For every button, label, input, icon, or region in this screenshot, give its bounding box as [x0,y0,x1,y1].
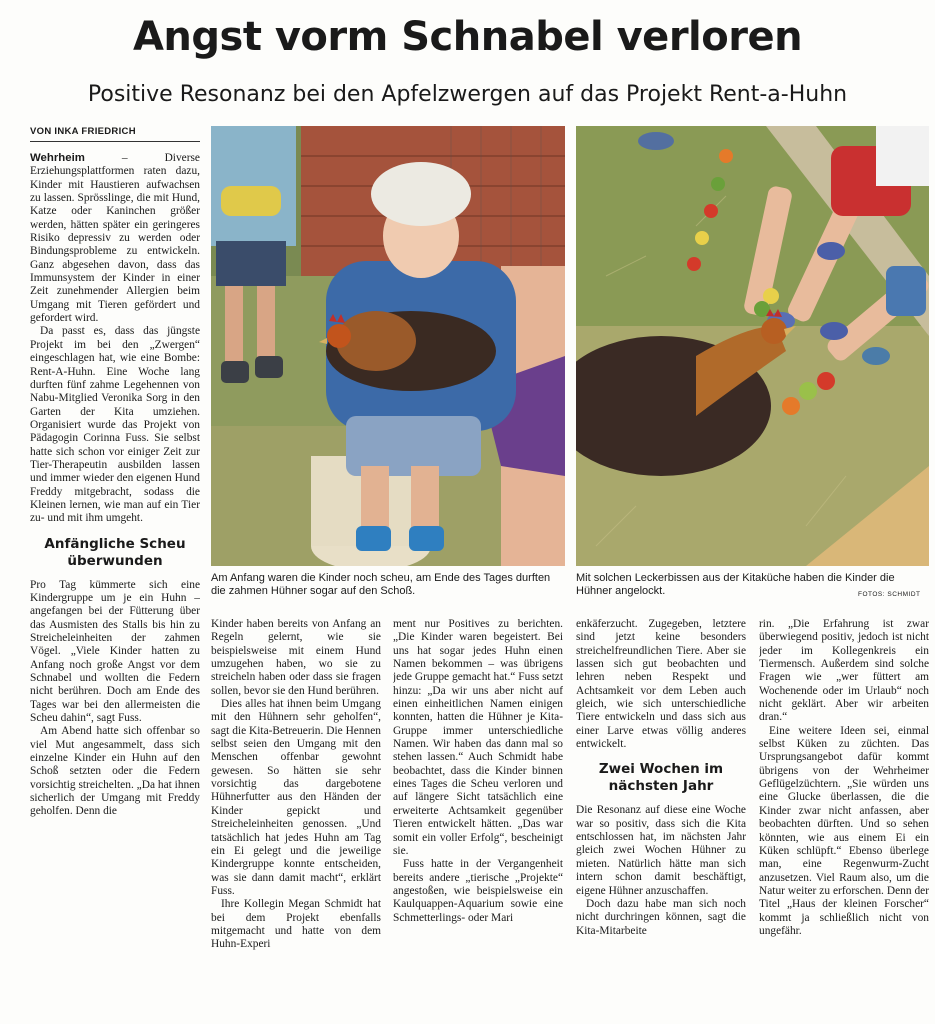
headline: Angst vorm Schnabel verloren [132,14,803,60]
paragraph: Fuss hatte in der Vergangenheit bereits andere „tierische „Projekte“ angestoßen, wie beispielsweise ein Kaulquappen-Aquarium sowie eine Schmetterlings- oder Mari [393,858,563,924]
paragraph: Eine weitere Ideen sei, einmal selbst Küken zu züchten. Das Ursprungsangebot dafür kommt übrigens von der Wehrheimer Geflügelzüchtern. „Sie würden uns eine Glucke überlassen, die die Kinder zwar nicht anfassen, aber beobachten dürften. Und so sehen könnten, wie aus einem Ei ein Küken schlüpft.“ Ebenso überlege man, eine Regenwurm-Zucht anzusetzen. Viel Raum also, um die Natur weiter zu erforschen. Denn der Titel „Haus der kleinen Forscher“ kommt ja schließlich nicht von ungefähr. [759,724,929,937]
photo-child-with-hen-image [211,126,565,566]
paragraph: enkäferzucht. Zugegeben, letztere sind jetzt keine besonders streichelfreundlichen Tiere. Aber sie lassen sich gut beobachten und lehren neben Respekt und Achtsamkeit vor dem Leben auch gleich, wie sich unterschiedliche Tiere entwickeln und dass sich aus einer Larve etwas völlig anderes entwickelt. [576,618,746,751]
paragraph: ment nur Positives zu berichten. „Die Kinder waren begeistert. Bei uns hat sogar jedes Huhn einen Namen bekommen – was übrigens jede Gruppe gemacht hat.“ Fuss setzt hinzu: „Da wir uns aber nicht auf einen einheitlichen Namen einigen konnten, hatten die Hühner je Kita-Gruppe immer unterschiedliche Namen. Wir haben das dann mal so stehen lassen.“ Auch Schmidt habe beobachtet, dass die Kinder binnen eines Tages die Scheu verloren und auf längere Sicht tatsächlich eine erweiterte Achtsamkeit gegenüber Tieren entwickelt hätten. „Das war somit ein voller Erfolg“, bescheinigt sie. [393,618,563,857]
photo-caption: Am Anfang waren die Kinder noch scheu, am Ende des Tages durften die zahmen Hühner sogar auf den Schoß. [211,572,551,597]
paragraph: Pro Tag kümmerte sich eine Kindergruppe um je ein Huhn – angefangen bei der Fütterung über das Ausmisten des Stalls bis hin zu Streicheleinheiten der zahmen Vögel. „Viele Kinder hatten zu Anfang noch große Angst vor dem Schnabel und wollten die Federn nicht berühren. Doch am Ende des Tages war bei den allermeisten die Scheu dahin“, sagt Fuss. [30,578,200,725]
subheadline: Positive Resonanz bei den Apfelzwergen auf das Projekt Rent-a-Huhn [87,82,848,107]
text-column-1 [30,152,200,1022]
paragraph: Am Abend hatte sich offenbar so viel Mut angesammelt, dass sich einzelne Kinder ein Huhn auf den Schoß setzten oder die Federn vorsichtig streichelten. „Da hat ihnen sicherlich der Umgang mit Freddy geholfen. Denn die [30,725,200,818]
photo-caption: Mit solchen Leckerbissen aus der Kitaküche haben die Kinder die Hühner angelockt. [576,572,895,597]
text-column-3 [393,618,563,1022]
paragraph-text: – Diverse Erziehungsplattformen raten dazu, Kinder mit Haustieren aufwachsen zu lassen. Sprösslinge, die mit Hund, Katze oder Kaninchen größer werden, hätten später ein geringeres Risiko depressiv zu werden oder Bindungsprobleme zu entwickeln. Ganz abgesehen davon, dass das Immunsystem der Kinder in einer Zeit zunehmender Allergien beim Umgang mit Tieren gefördert und gefordert wird. [30,152,200,325]
paragraph [30,152,200,325]
photo-credit: FOTOS: SCHMIDT [858,591,921,598]
byline: VON INKA FRIEDRICH [30,126,200,142]
photo-hen-with-vegetable-skewers [576,126,929,566]
photo-hen-with-vegetable-skewers-image [576,126,929,566]
paragraph: rin. „Die Erfahrung ist zwar überwiegend positiv, jedoch ist nicht jeder im Kollegenkreis ein Tiermensch. Außerdem sind solche Fragen wie „wer füttert am Wochenende oder im Urlaub“ noch nicht geklärt. Aber wir arbeiten dran.“ [759,618,929,724]
paragraph: Doch dazu habe man sich noch nicht durchringen können, sagt die Kita-Mitarbeite [576,897,746,937]
paragraph: Die Resonanz auf diese eine Woche war so positiv, dass sich die Kita entschlossen hat, im nächsten Jahr gleich zwei Wochen Hühner zu mieten. Natürlich hätte man sich intern schon damit beschäftigt, eigene Hühner anzuschaffen. [576,804,746,897]
photo-child-with-hen [211,126,565,566]
paragraph: Kinder haben bereits von Anfang an Regeln gelernt, wie sie beispielsweise mit einem Hund umzugehen haben, wo sie zu streicheln haben oder dass sie fragen sollen, bevor sie den Hund berühren. [211,618,381,697]
text-column-5 [759,618,929,1022]
paragraph: Da passt es, dass das jüngste Projekt im bei den „Zwergen“ eingeschlagen hat, wie eine Bombe: Rent-A-Huhn. Eine Woche lang durften fünf zahme Legehennen von Nabu-Mitglied Veronika Sorg in den Garten der Kita umziehen. Organisiert wurde das Projekt von Pädagogin Corinna Fuss. Sie selbst hatte sich schon vor einiger Zeit zur Tier-Therapeutin ausbilden lassen und immer wieder den eigenen Hund Freddy mitgebracht, sodass die Kleinen lernen, wie man auf ein Tier zu- und mit ihm umgeht. [30,325,200,525]
section-heading: Zwei Wochen im nächsten Jahr [598,761,724,795]
text-column-4 [576,618,746,1022]
dateline: Wehrheim [30,152,85,164]
paragraph: Ihre Kollegin Megan Schmidt hat bei dem Projekt ebenfalls mitgemacht und hatte von dem Huhn-Experi [211,898,381,951]
section-heading: Anfängliche Scheu überwunden [44,535,186,569]
paragraph: Dies alles hat ihnen beim Umgang mit den Hühnern sehr geholfen“, sagt die Kita-Betreuerin. Die Hennen selbst seien den Umgang mit den Menschen offenbar gewohnt gewesen. So hätten sie sehr vorsichtig das dargebotene Hühnerfutter aus den Händen der Kinder gepickt und Streicheleinheiten genossen. „Und tatsächlich hat jedes Huhn am Tag ein Ei gelegt und die jeweilige Kindergruppe konnte entscheiden, was sie dann damit macht“, erklärt Fuss. [211,698,381,897]
text-column-2 [211,618,381,1022]
